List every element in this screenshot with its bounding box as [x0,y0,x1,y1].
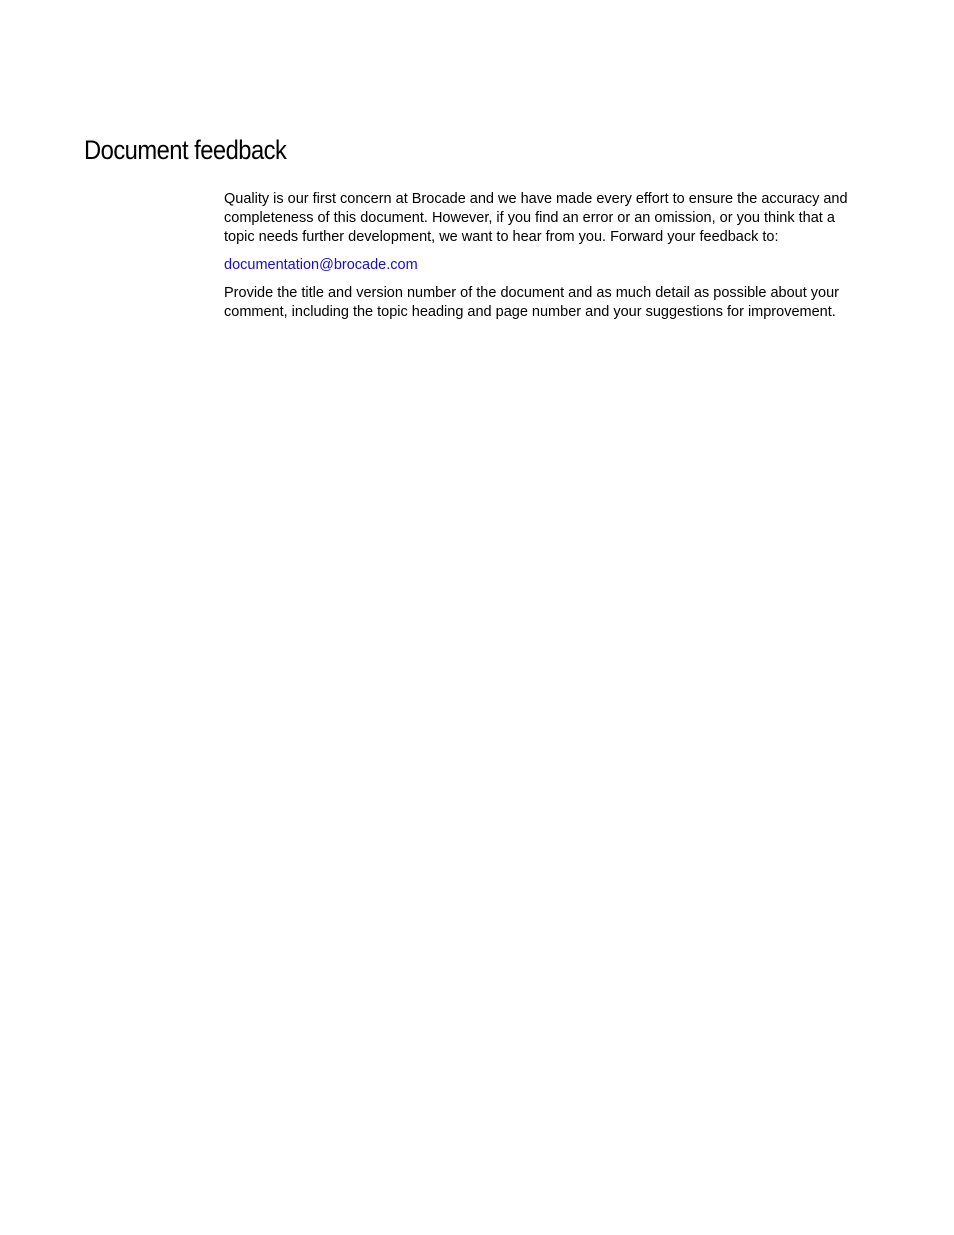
email-paragraph [224,256,864,275]
intro-paragraph: Quality is our first concern at Brocade and we have made every effort to ensure the accuracy and completeness of this document. However, if you find an error or an omission, or you think that a topic needs further development, we want to hear from you. Forward your feedback to: [224,191,848,245]
section-title: Document feedback [84,135,287,165]
body-text-block [224,190,864,331]
feedback-email-link[interactable]: documentation@brocade.com [224,257,418,273]
closing-paragraph: Provide the title and version number of the document and as much detail as possible about your comment, including the topic heading and page number and your suggestions for improvement. [224,285,840,320]
